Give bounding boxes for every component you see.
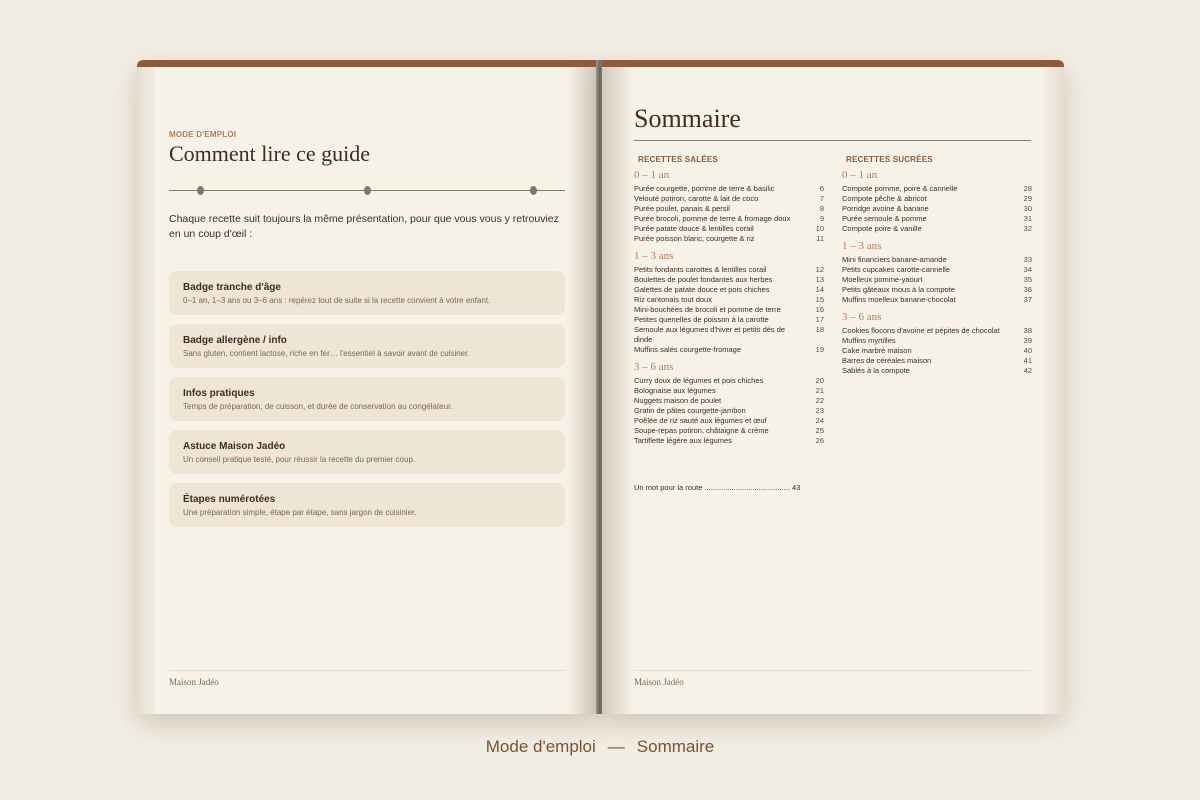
legend-title: Étapes numérotées <box>183 494 276 505</box>
title-rule <box>634 140 1031 141</box>
entry-title: Muffins moelleux banane-chocolat <box>842 295 956 304</box>
entry-title: Purée courgette, pomme de terre & basilic <box>634 184 775 193</box>
toc-entry[interactable] <box>842 265 1032 275</box>
page-footer: Maison Jadéo <box>169 677 219 687</box>
toc-entry[interactable] <box>842 366 1032 376</box>
entry-title: Sablés à la compote <box>842 366 910 375</box>
legend-desc: Sans gluten, contient lactose, riche en fer… l'essentiel à savoir avant de cuisiner. <box>183 349 470 358</box>
entry-page: 23 <box>815 406 824 415</box>
page-gutter-shadow <box>602 67 634 714</box>
entry-title: Purée patate douce & lentilles corail <box>634 224 754 233</box>
entry-page: 38 <box>1023 326 1032 335</box>
toc-entry[interactable] <box>634 285 824 295</box>
entry-title: Poêlée de riz sauté aux légumes et œuf <box>634 416 767 425</box>
age-heading: 0 – 1 an <box>842 169 878 181</box>
toc-entry[interactable] <box>634 416 824 426</box>
footer-rule <box>169 670 565 671</box>
intro-text: Chaque recette suit toujours la même présentation, pour que vous vous y retrouviez en un coup d'œil : <box>169 213 559 240</box>
toc-entry[interactable] <box>842 295 1032 305</box>
divider-leaf-icon <box>530 186 537 195</box>
spread-caption <box>0 737 1200 757</box>
toc-entry[interactable] <box>634 325 824 345</box>
legend-desc: Temps de préparation, de cuisson, et durée de conservation au congélateur. <box>183 402 453 411</box>
entry-page: 31 <box>1023 214 1032 223</box>
entry-page: 18 <box>815 325 824 334</box>
legend-title: Badge allergène / info <box>183 335 287 346</box>
entry-title: Purée brocoli, pomme de terre & fromage doux <box>634 214 791 223</box>
entry-page: 21 <box>815 386 824 395</box>
entry-page: 17 <box>815 315 824 324</box>
entry-page: 22 <box>815 396 824 405</box>
page-edge <box>137 67 155 714</box>
toc-entry[interactable] <box>842 214 1032 224</box>
legend-card <box>169 271 565 315</box>
entry-page: 6 <box>819 184 824 193</box>
entry-page: 12 <box>815 265 824 274</box>
entry-title: Cake marbré maison <box>842 346 912 355</box>
entry-title: Cookies flocons d'avoine et pépites de chocolat <box>842 326 1000 335</box>
ornament-divider <box>169 186 565 195</box>
entry-title: Purée poulet, panais & persil <box>634 204 730 213</box>
entry-page: 19 <box>815 345 824 354</box>
entry-title: Curry doux de légumes et pois chiches <box>634 376 764 385</box>
entry-title: Soupe-repas potiron, châtaigne & crème <box>634 426 769 435</box>
entry-title: Purée poisson blanc, courgette & riz <box>634 234 755 243</box>
entry-page: 42 <box>1023 366 1032 375</box>
entry-title: Galettes de patate douce et pois chiches <box>634 285 770 294</box>
toc-entry[interactable] <box>634 305 824 315</box>
entry-title: Muffins myrtilles <box>842 336 896 345</box>
right-page <box>602 60 1064 714</box>
entry-page: 33 <box>1023 255 1032 264</box>
column-heading: RECETTES SALÉES <box>638 155 718 164</box>
page-top-band <box>137 60 598 67</box>
entry-title: Bolognaise aux légumes <box>634 386 716 395</box>
entry-page: 36 <box>1023 285 1032 294</box>
caption-left: Mode d'emploi <box>485 737 596 756</box>
legend-desc: Une préparation simple, étape par étape, sans jargon de cuisinier. <box>183 508 417 517</box>
toc-entry[interactable] <box>634 436 824 446</box>
entry-page: 10 <box>815 224 824 233</box>
legend-title: Badge tranche d'âge <box>183 282 281 293</box>
toc-entry[interactable] <box>842 184 1032 194</box>
toc-entry[interactable] <box>634 224 824 234</box>
entry-page: 30 <box>1023 204 1032 213</box>
section-eyebrow: MODE D'EMPLOI <box>169 130 237 139</box>
entry-page: 26 <box>815 436 824 445</box>
closing-note-entry[interactable]: Un mot pour la route ......................................... 43 <box>634 483 801 492</box>
entry-title: Riz cantonais tout doux <box>634 295 712 304</box>
toc-entry[interactable] <box>634 295 824 305</box>
toc-column-savory <box>634 155 824 446</box>
age-heading: 1 – 3 ans <box>634 250 674 262</box>
toc-entry[interactable] <box>842 356 1032 366</box>
toc-entry[interactable] <box>634 315 824 325</box>
entry-page: 25 <box>815 426 824 435</box>
entry-title: Velouté potiron, carotte & lait de coco <box>634 194 759 203</box>
legend-title: Astuce Maison Jadéo <box>183 441 286 452</box>
entry-page: 14 <box>815 285 824 294</box>
toc-entry[interactable] <box>634 204 824 214</box>
caption-right: Sommaire <box>636 737 715 756</box>
entry-page: 28 <box>1023 184 1032 193</box>
legend-desc: 0–1 an, 1–3 ans ou 3–6 ans : repérez tout de suite si la recette convient à votre enfant. <box>183 296 491 305</box>
entry-page: 8 <box>819 204 824 213</box>
legend-card <box>169 377 565 421</box>
entry-page: 41 <box>1023 356 1032 365</box>
age-heading: 0 – 1 an <box>634 169 670 181</box>
entry-title: Petits cupcakes carotte-cannelle <box>842 265 950 274</box>
entry-title: Petites quenelles de poisson à la carotte <box>634 315 769 324</box>
divider-leaf-icon <box>197 186 204 195</box>
toc-entry[interactable] <box>634 194 824 204</box>
toc-entry[interactable] <box>634 376 824 386</box>
age-heading: 3 – 6 ans <box>634 361 674 373</box>
divider-leaf-icon <box>364 186 371 195</box>
legend-card <box>169 430 565 474</box>
entry-title: Nuggets maison de poulet <box>634 396 722 405</box>
entry-title: Tartiflette légère aux légumes <box>634 436 732 445</box>
legend-desc: Un conseil pratique testé, pour réussir la recette du premier coup. <box>183 455 416 464</box>
legend-card <box>169 483 565 527</box>
entry-title: Porridge avoine & banane <box>842 204 929 213</box>
page-edge <box>1044 67 1064 714</box>
entry-title: Mini financiers banane-amande <box>842 255 947 264</box>
toc-entry[interactable] <box>842 194 1032 204</box>
entry-title: Semoule aux légumes d'hiver et petits dés de dinde <box>634 325 786 344</box>
entry-page: 9 <box>819 214 824 223</box>
page-top-band <box>602 60 1064 67</box>
legend-title: Infos pratiques <box>183 388 255 399</box>
toc-entry[interactable] <box>634 275 824 285</box>
entry-title: Gratin de pâtes courgette-jambon <box>634 406 746 415</box>
open-book <box>137 60 1064 714</box>
entry-title: Purée semoule & pomme <box>842 214 927 223</box>
toc-entry[interactable] <box>634 265 824 275</box>
toc-entry[interactable] <box>634 396 824 406</box>
toc-entry[interactable] <box>634 386 824 396</box>
entry-page: 11 <box>816 234 824 243</box>
toc-entry[interactable] <box>634 345 824 355</box>
caption-separator: — <box>607 737 625 756</box>
toc-column-sweet <box>842 155 1032 376</box>
entry-page: 13 <box>815 275 824 284</box>
toc-entry[interactable] <box>842 204 1032 214</box>
entry-page: 29 <box>1023 194 1032 203</box>
entry-page: 35 <box>1023 275 1032 284</box>
toc-entry[interactable] <box>842 224 1032 234</box>
toc-entry[interactable] <box>842 255 1032 265</box>
toc-title: Sommaire <box>634 104 741 133</box>
toc-entry[interactable] <box>842 285 1032 295</box>
page-footer: Maison Jadéo <box>634 677 684 687</box>
entry-title: Petits fondants carottes & lentilles corail <box>634 265 767 274</box>
toc-entry[interactable] <box>634 184 824 194</box>
entry-title: Muffins salés courgette-fromage <box>634 345 741 354</box>
entry-title: Moelleux pomme-yaourt <box>842 275 923 284</box>
age-heading: 1 – 3 ans <box>842 240 882 252</box>
legend-card <box>169 324 565 368</box>
entry-title: Mini-bouchées de brocoli et pomme de terre <box>634 305 781 314</box>
toc-entry[interactable] <box>634 426 824 436</box>
entry-title: Boulettes de poulet fondantes aux herbes <box>634 275 773 284</box>
toc-entry[interactable] <box>842 346 1032 356</box>
age-heading: 3 – 6 ans <box>842 311 882 323</box>
page-gutter-shadow <box>566 67 598 714</box>
entry-page: 32 <box>1023 224 1032 233</box>
entry-title: Barres de céréales maison <box>842 356 932 365</box>
toc-entry[interactable] <box>842 275 1032 285</box>
entry-page: 15 <box>815 295 824 304</box>
left-page <box>137 60 598 714</box>
entry-page: 20 <box>815 376 824 385</box>
entry-title: Petits gâteaux mous à la compote <box>842 285 955 294</box>
footer-rule <box>634 670 1031 671</box>
entry-title: Compote poire & vanille <box>842 224 922 233</box>
entry-page: 40 <box>1023 346 1032 355</box>
entry-page: 24 <box>815 416 824 425</box>
toc-entry[interactable] <box>842 326 1032 336</box>
entry-page: 37 <box>1023 295 1032 304</box>
toc-entry[interactable] <box>842 336 1032 346</box>
toc-entry[interactable] <box>634 406 824 416</box>
entry-page: 16 <box>815 305 824 314</box>
entry-title: Compote pomme, poire & cannelle <box>842 184 958 193</box>
entry-page: 39 <box>1023 336 1032 345</box>
toc-entry[interactable] <box>634 234 824 244</box>
entry-page: 7 <box>819 194 824 203</box>
page-title: Comment lire ce guide <box>169 141 370 166</box>
entry-title: Compote pêche & abricot <box>842 194 927 203</box>
entry-page: 34 <box>1023 265 1032 274</box>
toc-entry[interactable] <box>634 214 824 224</box>
column-heading: RECETTES SUCRÉES <box>846 155 933 164</box>
